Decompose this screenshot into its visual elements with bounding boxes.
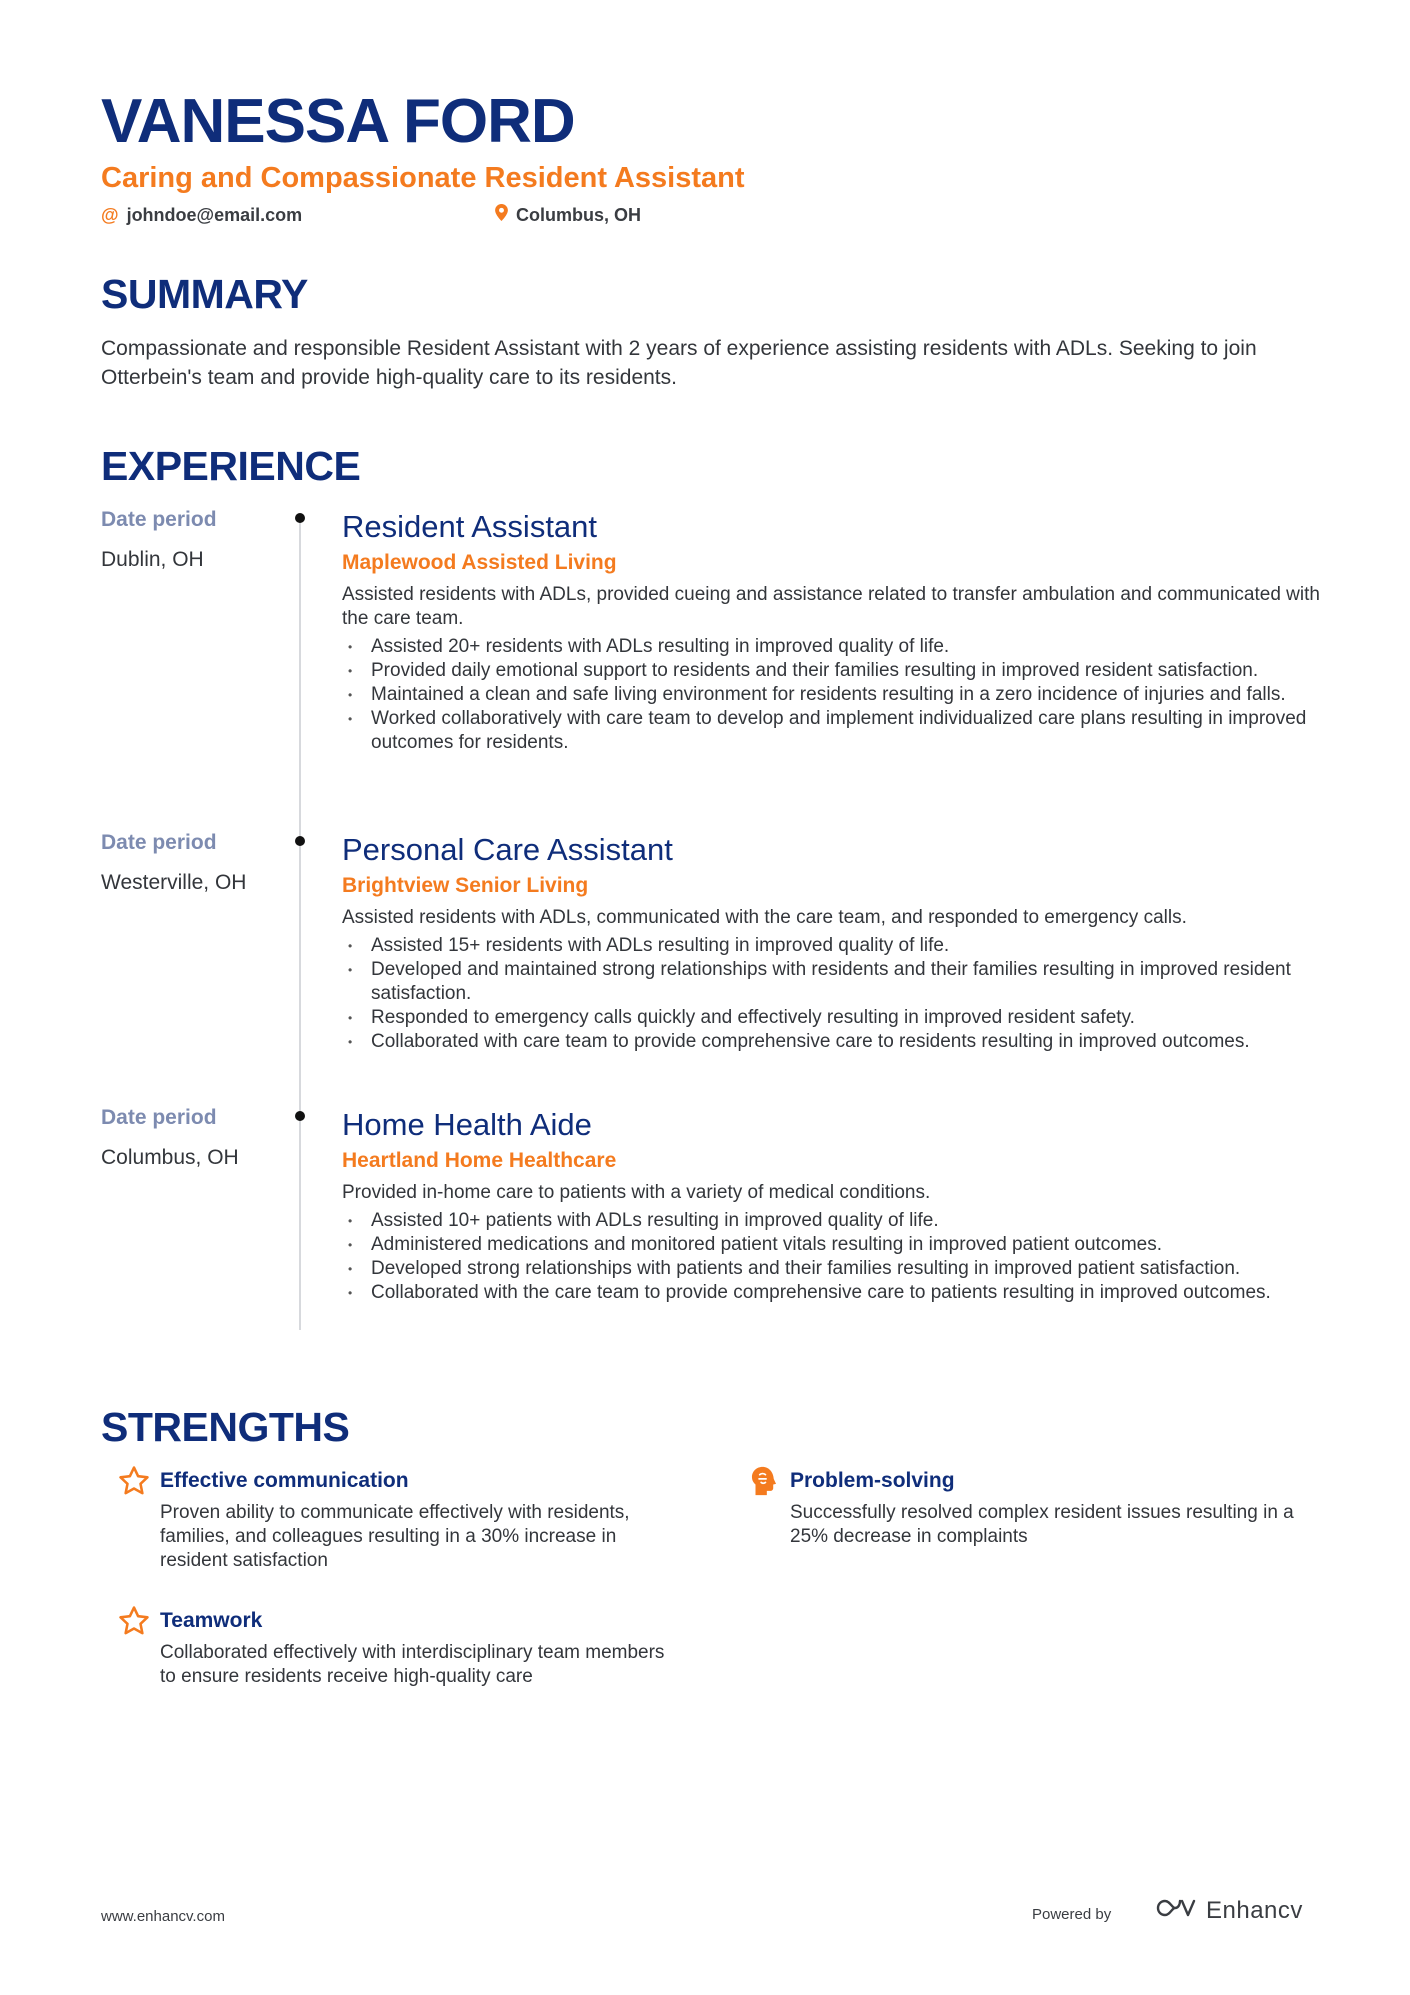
strength-description: Proven ability to communicate effectively with residents, families, and colleagues resulting in a 30% increase in resident satisfaction xyxy=(160,1502,630,1571)
experience-meta xyxy=(101,1104,281,1172)
timeline-dot xyxy=(295,1111,305,1121)
powered-by-label: Powered by xyxy=(1032,1906,1112,1923)
bullet-item: • Maintained a clean and safe living environment for residents resulting in a zero incidence of injuries and falls. xyxy=(342,683,1322,707)
experience-description: Assisted residents with ADLs, provided cueing and assistance related to transfer ambulation and communicated with the care team. xyxy=(342,584,1320,629)
bullet-item: • Administered medications and monitored patient vitals resulting in improved patient outcomes. xyxy=(342,1233,1322,1257)
bullet-item: • Developed strong relationships with patients and their families resulting in improved patient satisfaction. xyxy=(342,1257,1322,1281)
experience-role: Home Health Aide xyxy=(342,1107,592,1142)
summary-heading: SUMMARY xyxy=(101,271,308,317)
location-text: Columbus, OH xyxy=(516,205,641,225)
timeline-dot xyxy=(295,836,305,846)
bullet-item: • Worked collaboratively with care team to develop and implement individualized care plans resulting in improved outcomes for residents. xyxy=(342,707,1322,755)
experience-role: Personal Care Assistant xyxy=(342,832,673,867)
experience-date: Date period xyxy=(101,1106,217,1129)
strength-item xyxy=(160,1467,680,1573)
bullet-item: • Assisted 20+ residents with ADLs resulting in improved quality of life. xyxy=(342,635,1322,659)
at-sign-icon: @ xyxy=(101,205,119,225)
experience-company: Heartland Home Healthcare xyxy=(342,1149,617,1172)
head-brain-icon xyxy=(746,1463,782,1499)
experience-item xyxy=(342,831,1322,1054)
experience-location: Columbus, OH xyxy=(101,1146,239,1169)
timeline-line xyxy=(299,515,301,1330)
bullet-item: • Collaborated with the care team to provide comprehensive care to patients resulting in improved outcomes. xyxy=(342,1281,1322,1305)
strength-title: Problem-solving xyxy=(790,1469,955,1492)
bullet-item: • Assisted 10+ patients with ADLs resulting in improved quality of life. xyxy=(342,1209,1322,1233)
strength-title: Teamwork xyxy=(160,1609,263,1632)
bullet-item: • Developed and maintained strong relationships with residents and their families resulting in improved resident satisfaction. xyxy=(342,958,1322,1006)
experience-company: Brightview Senior Living xyxy=(342,874,589,897)
location-pin-icon xyxy=(495,203,508,227)
footer-website-link[interactable]: www.enhancv.com xyxy=(101,1908,225,1925)
experience-company: Maplewood Assisted Living xyxy=(342,551,617,574)
experience-meta xyxy=(101,506,281,574)
experience-bullets xyxy=(342,1209,1322,1305)
experience-location: Westerville, OH xyxy=(101,871,247,894)
experience-description: Assisted residents with ADLs, communicated with the care team, and responded to emergency calls. xyxy=(342,907,1187,928)
strength-item xyxy=(790,1467,1310,1549)
strength-description: Successfully resolved complex resident issues resulting in a 25% decrease in complaints xyxy=(790,1502,1294,1547)
strength-title: Effective communication xyxy=(160,1469,409,1492)
experience-item xyxy=(342,1106,1322,1305)
bullet-item: • Responded to emergency calls quickly and effectively resulting in improved resident safety. xyxy=(342,1006,1322,1030)
experience-bullets xyxy=(342,934,1322,1054)
candidate-name: VANESSA FORD xyxy=(101,87,575,156)
strength-item xyxy=(160,1607,680,1689)
experience-item xyxy=(342,508,1322,755)
strengths-heading: STRENGTHS xyxy=(101,1404,350,1450)
star-icon xyxy=(116,1463,152,1499)
experience-heading: EXPERIENCE xyxy=(101,443,361,489)
contact-location xyxy=(495,203,641,227)
timeline-dot xyxy=(295,513,305,523)
enhancv-logo-text: Enhancv xyxy=(1206,1896,1303,1924)
candidate-title: Caring and Compassionate Resident Assistant xyxy=(101,162,745,194)
star-icon xyxy=(116,1603,152,1639)
experience-location: Dublin, OH xyxy=(101,548,204,571)
experience-description: Provided in-home care to patients with a variety of medical conditions. xyxy=(342,1182,931,1203)
experience-bullets xyxy=(342,635,1322,755)
strength-description: Collaborated effectively with interdisciplinary team members to ensure residents receive high-quality care xyxy=(160,1642,665,1687)
contact-email xyxy=(101,203,302,227)
enhancv-logo-icon xyxy=(1152,1896,1198,1925)
experience-role: Resident Assistant xyxy=(342,509,598,544)
summary-text: Compassionate and responsible Resident Assistant with 2 years of experience assisting residents with ADLs. Seeking to join Otterbein's team and provide high-quality care to its residents. xyxy=(101,337,1257,389)
bullet-item: • Provided daily emotional support to residents and their families resulting in improved resident satisfaction. xyxy=(342,659,1322,683)
experience-meta xyxy=(101,829,281,897)
bullet-item: • Collaborated with care team to provide comprehensive care to residents resulting in improved outcomes. xyxy=(342,1030,1322,1054)
experience-date: Date period xyxy=(101,831,217,854)
bullet-item: • Assisted 15+ residents with ADLs resulting in improved quality of life. xyxy=(342,934,1322,958)
enhancv-logo[interactable] xyxy=(1152,1896,1303,1925)
email-text: johndoe@email.com xyxy=(126,205,303,225)
experience-date: Date period xyxy=(101,508,217,531)
